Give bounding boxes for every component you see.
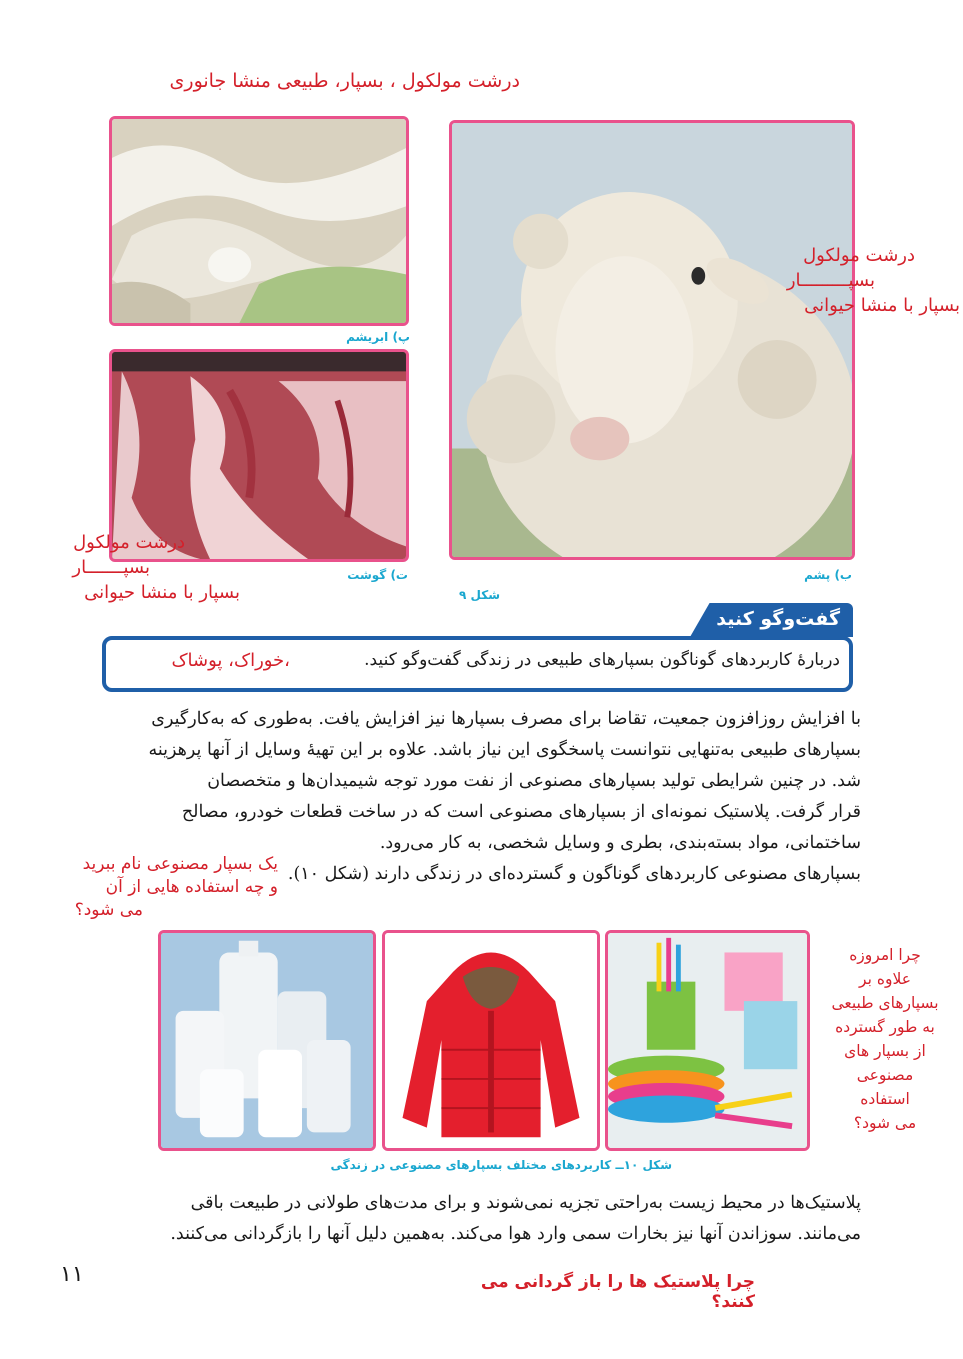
synthetic-question-note xyxy=(28,853,278,922)
discussion-tab-label: گفت‌وگو کنید xyxy=(716,608,840,630)
paragraph-line: شد. در چنین شرایطی تولید بسپارهای مصنوعی از نفت مورد توجه شیمیدان‌ها و متخصصان xyxy=(207,771,861,791)
wool-note-line: بسپار با منشا حیوانی xyxy=(804,295,960,316)
jacket-photo xyxy=(382,930,600,1151)
discussion-answer: ،خوراک، پوشاک xyxy=(171,650,290,671)
note-line: یک بسپار مصنوعی نام ببرید xyxy=(82,854,278,874)
silk-caption: پ) ابریشم xyxy=(346,330,410,344)
why-question-note xyxy=(810,943,960,1135)
wool-note-line: بسپـــــــــار xyxy=(786,270,875,291)
wool-note xyxy=(786,243,960,318)
note-line: و چه استفاده هایی از آن xyxy=(105,877,278,897)
meat-note-line: بسپار با منشا حیوانی xyxy=(84,582,240,603)
silk-photo xyxy=(109,116,409,326)
meat-note-line: درشت مولکول xyxy=(73,532,185,553)
note-line: چرا امروزه xyxy=(849,946,921,964)
discussion-prompt: دربارهٔ کاربردهای گوناگون بسپارهای طبیعی در زندگی گفت‌وگو کنید. xyxy=(364,650,840,670)
figure9-caption: شکل ۹ xyxy=(459,588,500,602)
paragraph-line: با افزایش روزافزون جمعیت، تقاضا برای مصرف بسپارها نیز افزایش یافت. به‌طوری که به‌کارگیری xyxy=(151,709,861,729)
note-line: به طور گسترده xyxy=(835,1018,935,1036)
paragraph-2 xyxy=(106,1188,861,1250)
paragraph-line: ساختمانی، مواد بسته‌بندی، بطری و وسایل شخصی، به کار می‌رود. xyxy=(379,833,861,853)
paragraph-line: قرار گرفت. پلاستیک نمونه‌ای از بسپارهای مصنوعی است که در ساخت قطعات خودرو، مصالح xyxy=(181,802,861,822)
paragraph-line: می‌مانند. سوزاندن آنها نیز بخارات سمی وارد هوا می‌کند. به‌همین دلیل آنها را بازگردانی می‌کنند. xyxy=(170,1224,861,1244)
tableware-photo xyxy=(605,930,810,1151)
note-line: می شود؟ xyxy=(853,1114,917,1132)
meat-note-line: بسپـــــــار xyxy=(72,557,150,578)
note-line: می شود؟ xyxy=(74,900,143,920)
wool-caption: ب) پشم xyxy=(804,568,852,582)
note-line: استفاده xyxy=(860,1090,910,1108)
note-line: از بسپار های xyxy=(844,1042,926,1060)
meat-note xyxy=(55,530,240,605)
paragraph-line: بسپارهای مصنوعی کاربردهای گوناگون و گسترده‌ای در زندگی دارند (شکل ۱۰). xyxy=(287,864,861,884)
paragraph-line: بسپارهای طبیعی به‌تنهایی نتوانست پاسخگوی این نیاز باشد. علاوه بر این تهیهٔ وسایل از آنها پرهزینه xyxy=(148,740,861,760)
meat-caption: ت) گوشت xyxy=(347,568,408,582)
recycle-question-note: چرا پلاستیک ها را باز گردانی می کنند؟ xyxy=(480,1272,755,1312)
top-note: درشت مولکول ، بسپار، طبیعی منشا جانوری xyxy=(169,70,520,92)
note-line: بسپارهای طبیعی xyxy=(831,994,939,1012)
figure10-caption: شکل ۱۰ــ کاربردهای مختلف بسپارهای مصنوعی در زندگی xyxy=(330,1158,672,1172)
note-line: مصنوعی xyxy=(856,1066,914,1084)
page-number: ۱۱ xyxy=(60,1262,84,1287)
note-line: علاوه بر xyxy=(859,970,911,988)
bottles-photo xyxy=(158,930,376,1151)
wool-photo xyxy=(449,120,855,560)
paragraph-line: پلاستیک‌ها در محیط زیست به‌راحتی تجزیه نمی‌شوند و برای مدت‌های طولانی در طبیعت باقی xyxy=(190,1193,861,1213)
wool-note-line: درشت مولکول xyxy=(803,245,915,266)
